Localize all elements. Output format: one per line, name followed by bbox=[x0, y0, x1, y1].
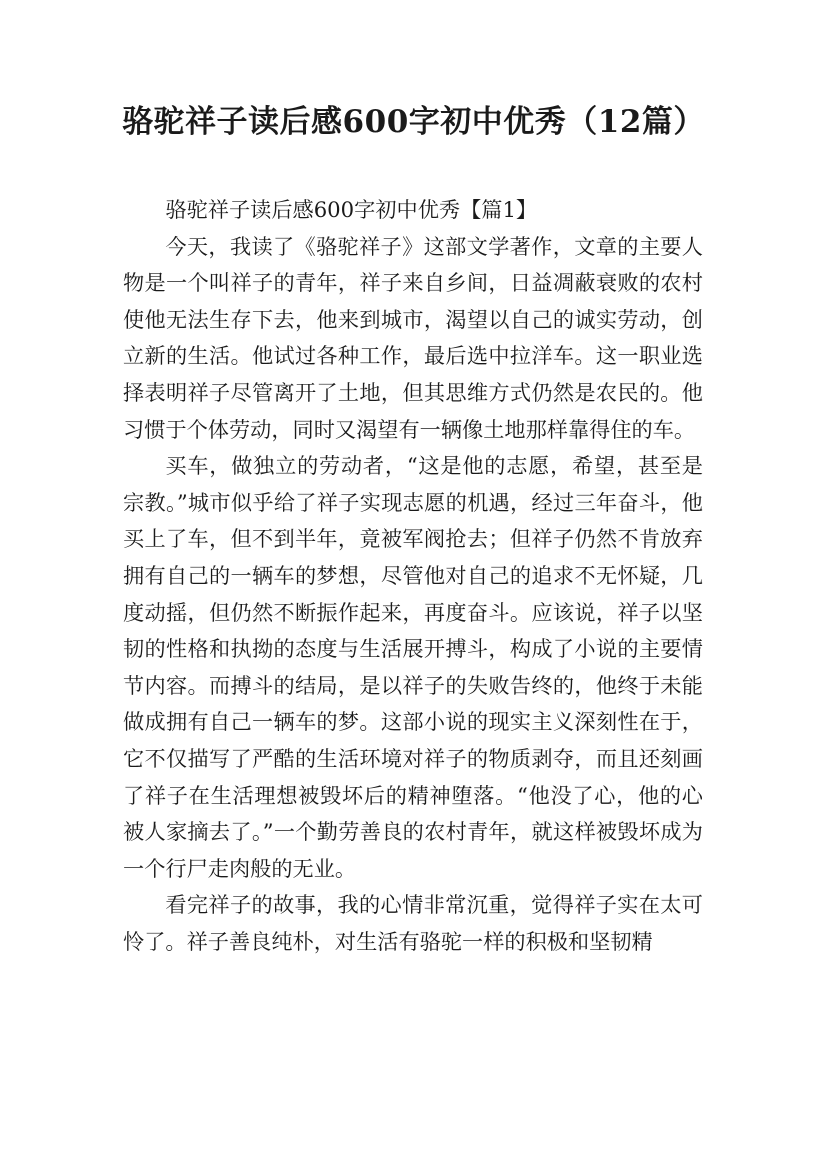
document-title: 骆驼祥子读后感600字初中优秀（12篇） bbox=[122, 104, 705, 140]
document-body bbox=[123, 192, 703, 960]
paragraph-1: 今天，我读了《骆驼祥子》这部文学著作，文章的主要人物是一个叫祥子的青年，祥子来自乡间，日益凋蔽衰败的农村使他无法生存下去，他来到城市，渴望以自己的诚实劳动，创立新的生活。他试过各种工作，最后选中拉洋车。这一职业选择表明祥子尽管离开了土地，但其思维方式仍然是农民的。他习惯于个体劳动，同时又渴望有一辆像土地那样靠得住的车。 bbox=[123, 233, 703, 442]
paragraph-2: 买车，做独立的劳动者，“这是他的志愿，希望，甚至是宗教。”城市似乎给了祥子实现志愿的机遇，经过三年奋斗，他买上了车，但不到半年，竟被军阀抢去；但祥子仍然不肯放弃拥有自己的一辆车的梦想，尽管他对自己的追求不无怀疑，几度动摇，但仍然不断振作起来，再度奋斗。应该说，祥子以坚韧的性格和执拗的态度与生活展开搏斗，构成了小说的主要情节内容。而搏斗的结局，是以祥子的失败告终的，他终于未能做成拥有自己一辆车的梦。这部小说的现实主义深刻性在于，它不仅描写了严酷的生活环境对祥子的物质剥夺，而且还刻画了祥子在生活理想被毁坏后的精神堕落。“他没了心，他的心被人家摘去了。”一个勤劳善良的农村青年，就这样被毁坏成为一个行尸走肉般的无业。 bbox=[123, 453, 703, 881]
paragraph-3: 看完祥子的故事，我的心情非常沉重，觉得祥子实在太可怜了。祥子善良纯朴，对生活有骆驼一样的积极和坚韧精 bbox=[123, 892, 703, 954]
section-heading: 骆驼祥子读后感600字初中优秀【篇1】 bbox=[165, 197, 538, 222]
